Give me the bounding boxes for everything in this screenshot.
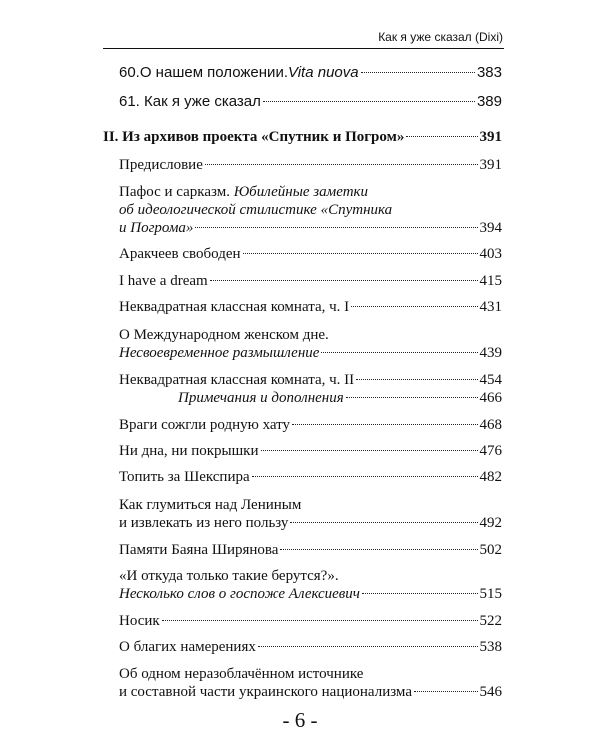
page-number: - 6 - (282, 708, 318, 732)
section-title: II. Из архивов проекта «Спутник и Погром» (103, 129, 405, 145)
toc-page-number: 546 (479, 684, 502, 700)
toc-entry-alexievich-line1: «И откуда только такие берутся?». (119, 568, 339, 584)
dot-leader (346, 397, 478, 398)
toc-entry-lenin[interactable] (119, 514, 502, 532)
toc-page-number: 502 (479, 542, 502, 558)
toc-section-2[interactable] (103, 128, 502, 146)
toc-entry-line2: и составной части украинского национализма (119, 684, 412, 700)
toc-entry-nosik[interactable] (119, 612, 502, 630)
toc-entry-61[interactable] (119, 93, 502, 111)
toc-entry-title: Ни дна, ни покрышки (119, 443, 259, 459)
toc-entry-notes[interactable] (178, 389, 502, 407)
toc-page-number: 391 (479, 129, 502, 145)
toc-page-number: 389 (476, 93, 502, 110)
toc-page-number: 492 (479, 515, 502, 531)
dot-leader (252, 476, 478, 477)
toc-entry-bayan[interactable] (119, 541, 502, 559)
toc-page-number: 454 (479, 372, 502, 388)
toc-entry-preface[interactable] (119, 156, 502, 174)
toc-page-number: 522 (479, 613, 502, 629)
toc-entry-title: Пафос и сарказм. (119, 184, 234, 200)
toc-entry-title: Примечания и дополнения (178, 390, 344, 406)
toc-entry-arakcheev[interactable] (119, 245, 502, 263)
toc-entry-line2: Несколько слов о госпоже Алексиевич (119, 586, 360, 602)
toc-entry-title: Предисловие (119, 157, 203, 173)
toc-entry-alexievich[interactable] (119, 585, 502, 603)
toc-entry-pathos[interactable] (119, 219, 502, 237)
toc-entry-pathos-line1[interactable] (119, 183, 368, 201)
toc-entry-title: Носик (119, 613, 160, 629)
dot-leader (261, 450, 478, 451)
toc-entry-source[interactable] (119, 683, 502, 701)
toc-entry-good-intentions[interactable] (119, 638, 502, 656)
toc-page-number: 391 (479, 157, 502, 173)
toc-entry-line3: и Погрома» (119, 220, 194, 236)
dot-leader (210, 280, 478, 281)
toc-entry-title: Топить за Шекспира (119, 469, 250, 485)
toc-entry-60[interactable] (119, 64, 502, 82)
toc-entry-title: I have a dream (119, 273, 208, 289)
toc-entry-womens-day-line1: О Международном женском дне. (119, 327, 329, 343)
toc-entry-title: Памяти Баяна Ширянова (119, 542, 279, 558)
toc-page-number: 538 (479, 639, 502, 655)
dot-leader (162, 620, 478, 621)
toc-entry-title-italic: Vita nuova (287, 64, 359, 81)
toc-entry-title: Неквадратная классная комната, ч. II (119, 372, 355, 388)
dot-leader (205, 164, 478, 165)
dot-leader (356, 379, 477, 380)
running-header: Как я уже сказал (Dixi) (378, 30, 503, 44)
dot-leader (263, 101, 475, 102)
toc-entry-classroom-2[interactable] (119, 371, 502, 389)
toc-entry-classroom-1[interactable] (119, 298, 502, 316)
toc-entry-line2: Несвоевременное размышление (119, 345, 320, 361)
dot-leader (321, 352, 477, 353)
toc-entry-title: Аракчеев свободен (119, 246, 241, 262)
toc-entry-title-italic: Юбилейные заметки (233, 184, 369, 200)
toc-entry-pathos-line2: об идеологической стилистике «Спутника (119, 202, 393, 218)
toc-page-number: 466 (479, 390, 502, 406)
dot-leader (361, 72, 475, 73)
dot-leader (351, 306, 477, 307)
toc-entry-lenin-line1: Как глумиться над Лениным (119, 497, 302, 513)
dot-leader (414, 691, 478, 692)
toc-page-number: 403 (479, 246, 502, 262)
dot-leader (362, 593, 478, 594)
toc-entry-title: 60.О нашем положении. (119, 64, 288, 81)
toc-page-number: 468 (479, 417, 502, 433)
toc-entry-source-line1: Об одном неразоблачённом источнике (119, 666, 364, 682)
header-rule (103, 48, 504, 49)
toc-entry-title: Враги сожгли родную хату (119, 417, 291, 433)
toc-page-number: 482 (479, 469, 502, 485)
dot-leader (243, 253, 478, 254)
toc-entry-title: О благих намерениях (119, 639, 256, 655)
dot-leader (290, 522, 477, 523)
dot-leader (406, 136, 477, 137)
toc-entry-dream[interactable] (119, 272, 502, 290)
toc-page-number: 394 (479, 220, 502, 236)
dot-leader (292, 424, 477, 425)
toc-entry-enemies[interactable] (119, 416, 502, 434)
dot-leader (195, 227, 477, 228)
toc-entry-line2: и извлекать из него пользу (119, 515, 289, 531)
dot-leader (258, 646, 478, 647)
dot-leader (280, 549, 477, 550)
toc-page-number: 383 (476, 64, 502, 81)
toc-page-number: 439 (479, 345, 502, 361)
toc-page-number: 515 (479, 586, 502, 602)
toc-entry-no-bottom[interactable] (119, 442, 502, 460)
toc-page-number: 415 (479, 273, 502, 289)
toc-page-number: 431 (479, 299, 502, 315)
toc-entry-title: 61. Как я уже сказал (119, 93, 261, 110)
toc-page-number: 476 (479, 443, 502, 459)
toc-entry-womens-day[interactable] (119, 344, 502, 362)
toc-entry-title: Неквадратная классная комната, ч. I (119, 299, 350, 315)
toc-entry-shakespeare[interactable] (119, 468, 502, 486)
